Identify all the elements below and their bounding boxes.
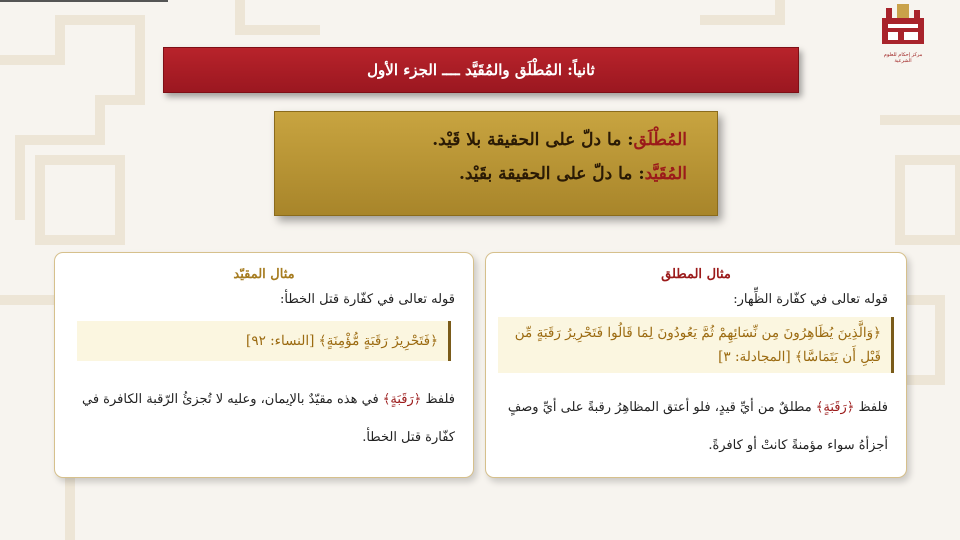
definition-term: المُطْلَق bbox=[633, 130, 687, 150]
top-divider-line bbox=[0, 0, 168, 2]
card-intro: قوله تعالى في كفّارة الظِّهار: bbox=[733, 292, 888, 307]
verse-quote: ﴿فَتَحْرِيرُ رَقَبَةٍ مُّؤْمِنَةٍ﴾ [النساء: ٩٢] bbox=[77, 321, 451, 361]
card-heading: مثال المقيّد bbox=[233, 267, 295, 282]
definition-muqayyad bbox=[305, 164, 687, 184]
text-prefix: فلفظ bbox=[854, 400, 888, 415]
card-heading: مثال المطلق bbox=[661, 267, 731, 282]
verse-quote: ﴿وَالَّذِينَ يُظَاهِرُونَ مِن نِّسَائِهِمْ ثُمَّ يَعُودُونَ لِمَا قَالُوا فَتَحْرِيرُ رَقَبَةٍ مِّن قَبْلِ أَن يَتَمَاسَّا﴾ [المجادلة: ٣] bbox=[498, 317, 894, 373]
definition-term: المُقَيَّد bbox=[644, 164, 687, 184]
card-intro: قوله تعالى في كفّارة قتل الخطأ: bbox=[280, 292, 455, 307]
ihkam-logo bbox=[878, 4, 928, 66]
page-title: ثانياً: المُطْلَق والمُقَيَّد ــــ الجزء الأول bbox=[163, 47, 799, 93]
definitions-box bbox=[274, 111, 718, 216]
definition-separator: : bbox=[621, 130, 634, 150]
definition-separator: : bbox=[632, 164, 645, 184]
definition-text: ما دلّ على الحقيقة بلا قَيْد. bbox=[432, 130, 622, 150]
text-prefix: فلفظ bbox=[421, 392, 455, 407]
highlighted-word: ﴿رَقَبَةٍ﴾ bbox=[815, 400, 855, 415]
logo-subtitle: مركز إحكام للعلوم الشرعية bbox=[883, 52, 923, 64]
definition-text: ما دلّ على الحقيقة بقَيْد. bbox=[458, 164, 633, 184]
text-rest: في هذه مقيّدٌ بالإيمان، وعليه لا تُجزئُ الرّقبة الكافرة في كفّارة قتل الخطأ. bbox=[82, 392, 455, 445]
muqayyad-example-card bbox=[54, 252, 474, 478]
highlighted-word: ﴿رَقَبَةٍ﴾ bbox=[382, 392, 422, 407]
card-explanation bbox=[504, 389, 888, 465]
definition-mutlaq bbox=[305, 130, 687, 150]
text-rest: مطلقٌ من أيِّ قيدٍ، فلو أعتق المظاهِرُ رقبةً على أيِّ وصفٍ أجزأهُ سواء مؤمنةً كانتْ أو كافرةً. bbox=[507, 400, 888, 453]
mutlaq-example-card bbox=[485, 252, 907, 478]
card-explanation bbox=[73, 381, 455, 457]
